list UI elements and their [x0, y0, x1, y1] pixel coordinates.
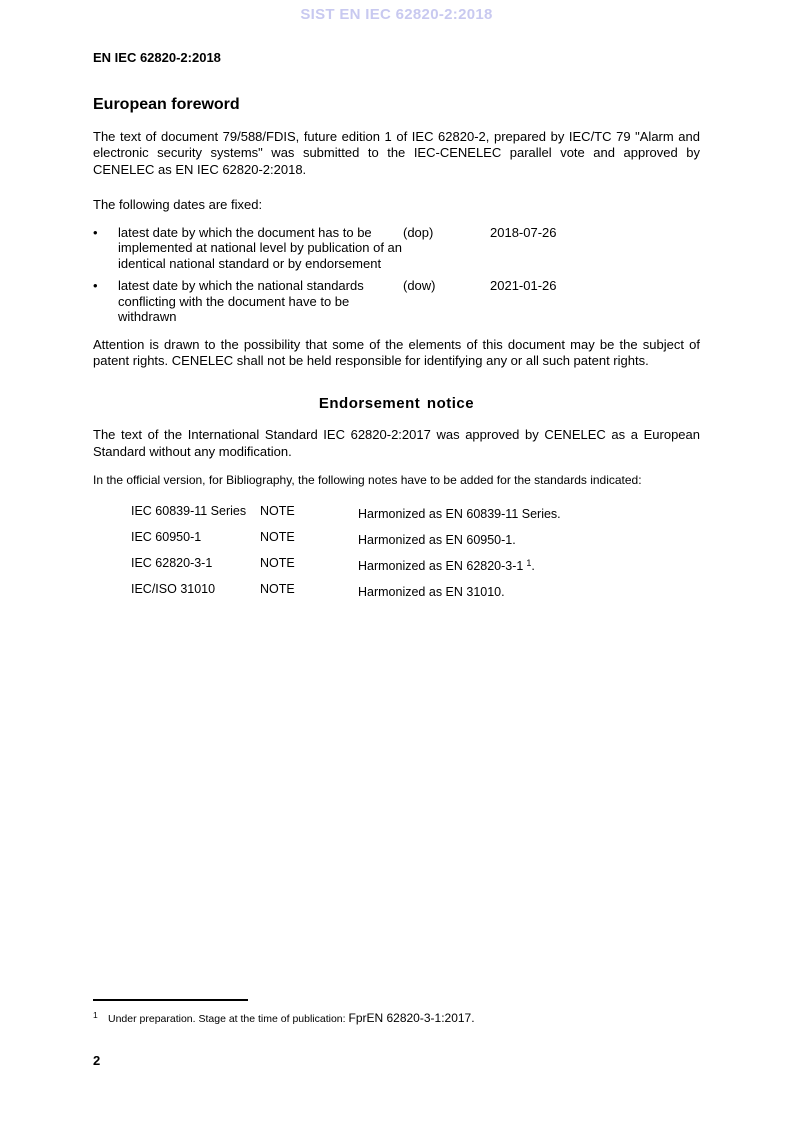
note-standard: IEC 62820-3-1 [131, 556, 213, 571]
note-standard: IEC 60950-1 [131, 530, 202, 545]
date-value: 2018-07-26 [490, 224, 557, 240]
foreword-paragraph: The text of document 79/588/FDIS, future edition 1 of IEC 62820-2, prepared by IEC/TC 79 "Alarm and electronic security systems" was submitted to the IEC-CENELEC parallel vote and approved by CENELEC as EN IEC 62820-2:2018. [93, 129, 700, 177]
foreword-title: European foreword [93, 96, 240, 113]
note-text [358, 530, 700, 548]
fixed-dates-list [93, 225, 700, 325]
note-text [358, 504, 700, 522]
bibliography-intro: In the official version, for Bibliography, the following notes have to be added for the standards indicated: [93, 473, 642, 488]
date-label: (dow) [403, 278, 436, 294]
note-text-body: Harmonized as EN 62820-3-1 [358, 559, 524, 574]
table-row [131, 530, 700, 548]
patent-attention-paragraph: Attention is drawn to the possibility that some of the elements of this document may be the subject of patent rights. CENELEC shall not be held responsible for identifying any or all such patent rights. [93, 336, 700, 369]
date-item-dow [93, 278, 700, 325]
footnote-marker: 1 [93, 1010, 98, 1020]
date-description: latest date by which the document has to be implemented at national level by publication of an identical national standard or by endorsement [118, 224, 403, 271]
date-description: latest date by which the national standards conflicting with the document have to be withdrawn [118, 278, 364, 325]
note-text-body: Harmonized as EN 60839-11 Series. [358, 507, 561, 522]
note-text-body: Harmonized as EN 60950-1. [358, 533, 516, 548]
note-text [358, 582, 700, 600]
note-label: NOTE [260, 530, 295, 545]
footnote-ref: 1 [526, 558, 532, 569]
date-label: (dop) [403, 224, 434, 240]
note-label: NOTE [260, 504, 295, 519]
dates-intro: The following dates are fixed: [93, 196, 263, 212]
endorsement-paragraph: The text of the International Standard IEC 62820-2:2017 was approved by CENELEC as a European Standard without any modification. [93, 427, 700, 459]
document-reference: EN IEC 62820-2:2018 [93, 50, 221, 65]
page-number: 2 [93, 1053, 101, 1068]
note-text [358, 556, 700, 574]
table-row [131, 582, 700, 600]
footnote-text-line [93, 1009, 700, 1026]
note-standard: IEC 60839-11 Series [131, 504, 247, 519]
table-row [131, 504, 700, 522]
date-value: 2021-01-26 [490, 278, 557, 294]
note-text-body: Harmonized as EN 31010. [358, 585, 505, 600]
bullet-marker: • [93, 278, 98, 294]
table-row [131, 556, 700, 574]
watermark-header: SIST EN IEC 62820-2:2018 [300, 6, 493, 23]
note-label: NOTE [260, 556, 295, 571]
date-item-dop [93, 225, 700, 272]
endorsement-title: Endorsement notice [318, 395, 475, 413]
note-text-suffix: . [531, 559, 535, 574]
bullet-marker: • [93, 224, 98, 240]
footnote-text: Under preparation. Stage at the time of publication: [108, 1013, 349, 1025]
bibliography-notes-table [131, 504, 700, 600]
footnote-area [93, 999, 700, 1026]
note-label: NOTE [260, 582, 295, 597]
note-standard: IEC/ISO 31010 [131, 582, 216, 597]
footnote-reference: FprEN 62820-3-1:2017. [348, 1011, 475, 1025]
footnote-divider [93, 999, 248, 1001]
